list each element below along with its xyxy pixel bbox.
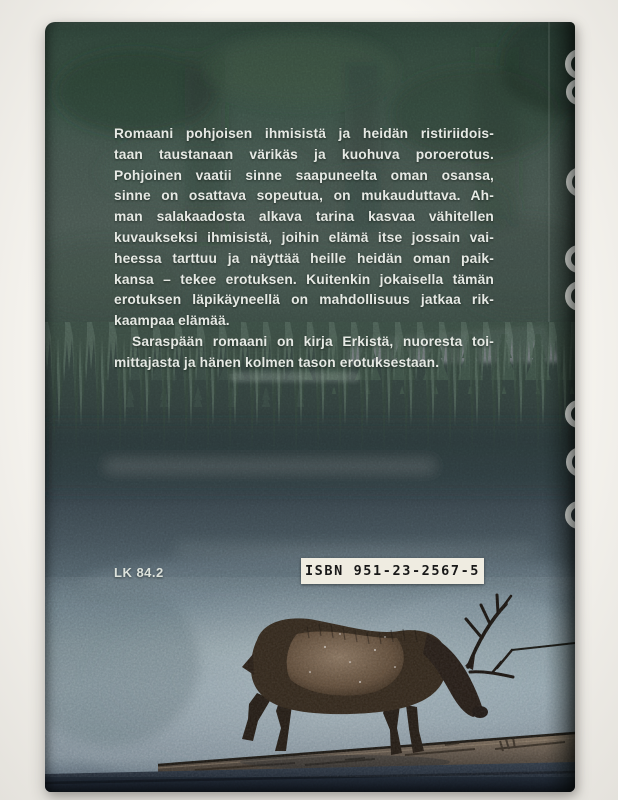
blurb-line: Romaani pohjoisen ihmisistä ja heidän ristiriidois- (114, 126, 494, 141)
blurb-line: Pohjoinen vaatii sinne saapuneelta oman osansa, (114, 167, 494, 183)
blurb-line: kaampaa elämää. (114, 313, 230, 329)
blurb-line: erotuksen läpikäyneellä on mahdollisuus jatkaa rik- (114, 292, 494, 308)
book-back-cover (45, 22, 575, 792)
blurb-line: Saraspään romaani on kirja Erkistä, nuoresta toi- (132, 333, 494, 349)
blurb-line: sinne on osattava sopeutua, on mukauduttava. Ah- (114, 188, 494, 204)
spine-edge (545, 22, 575, 792)
blurb-line: kansa – tekee erotuksen. Kuitenkin jokaisella tämän (114, 271, 494, 287)
blurb-line: heessa tarttuu ja näyttää heille heidän oman paik- (114, 250, 494, 266)
blurb-line: taan taustanaan värikäs ja kuohuva poroerotus. (114, 146, 494, 162)
isbn-text: ISBN 951-23-2567-5 (304, 563, 481, 579)
isbn-label (301, 558, 484, 584)
blurb-line: man salakaadosta alkava tarina kasvaa vähitellen (114, 209, 494, 225)
classification-code: LK 84.2 (114, 565, 164, 580)
blurb-line: kuvaukseksi ihmisistä, joihin elämä itse jossain vai- (114, 229, 494, 245)
blurb-line: mittajasta ja hänen kolmen tason erotuksestaan. (114, 354, 440, 370)
blurb (114, 124, 494, 374)
